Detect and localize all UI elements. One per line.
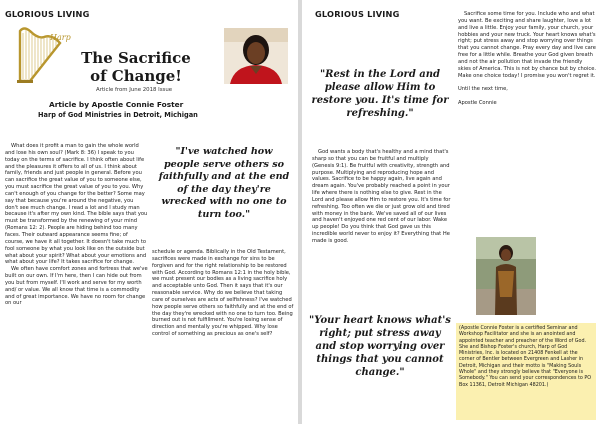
author-photo <box>224 28 288 84</box>
author-bio: (Apostle Connie Foster is a certified Seminar and Workshop Facilitator and she is an anointed and appointed teacher and preacher of the Word of God. She and Bishop Foster's church, Harp of God Ministries, Inc. is located on 21408 Fenkell at the corner of Bentler between Evergreen and Lasher in Detroit, Michigan and their motto is "Making Souls Whole" and they strongly believe that "Everyone is Somebody." You can send your correspondences to PO Box 11361, Detroit Michigan 48201.) <box>459 325 592 388</box>
right-column-2 <box>458 11 596 181</box>
harp-label: Harp <box>50 33 71 42</box>
column-1 <box>5 143 148 421</box>
paragraph: We often have comfort zones and fortress that we've built on our own. If I'm here, then I can hide out from you but from myself. I'll work and serve for my worth and/ or value. We all know that time is a commodity and of great importance. We have no room for change on our <box>5 266 148 307</box>
pull-quote: "I've watched how people serve others so faithfully and at the end of the day they're wrecked with no one to turn too." <box>158 146 290 220</box>
paragraph: Sacrifice some time for you. Include who and what you want. Be exciting and share laughter, love a lot and live a little. Enjoy your family, your church, your hobbies and your new truck. Your heart knows what's right; put stress away and stop worrying over things that you cannot change. Pray every day and live care free for a little while. Breathe your God given breath and not the air pollution that invade the friendly skies of America. This is not by chance but by choice. Make one choice today! I promise you won't regret it. <box>458 11 596 79</box>
column-2 <box>152 249 294 421</box>
paragraph: What does it profit a man to gain the whole world and lose his own soul? (Mark 8: 36) I speak to you today on the terms of sacrifice. I think often about life and the pleasures it offers to all of us. I think about family, friends and just people in general. Before you can sacrifice the great value of you to someone else, you must sacrifice the great value of you to you. Why can't enough of you change for the better? Some may say that because you're around the negative, you don't see much change. I read a lot and I study man because it's after my own kind. The bible says that you must be transformed by the renewing of your mind (Romans 12: 2). People are hiding behind too many faces. Their outward appearance seems fine; of course, we have it all together. It doesn't take much to fool someone by what you look like on the outside but what about your spirit? What about your emotions and what about your life? It takes sacrifice for change. <box>5 143 148 266</box>
signature: Apostle Connie <box>458 100 497 107</box>
paragraph: schedule or agenda. Biblically in the Old Testament, sacrifices were made in exchange for sins to be forgiven and for the right relationship to be restored with God. According to Romans 12:1 in the holy bible, we must present our bodies as a living sacrifice holy and acceptable unto God. Then it says that it's our reasonable service. Why do we believe that taking care of ourselves are acts of selfishness? I've watched how people serve others so faithfully and at the end of the day they're wrecked with no one to turn too. Being burned out is not fulfillment. You're losing sense of direction and mentally you're whipped. Why lose control of something as precious as one's self? <box>152 249 294 338</box>
ministry-line: Harp of God Ministries in Detroit, Michigan <box>38 111 198 119</box>
author-bio-box <box>456 323 596 420</box>
page-header: GLORIOUS LIVING <box>5 9 90 19</box>
closing-line: Until the next time, <box>458 86 508 93</box>
pull-quote-1: "Rest in the Lord and please allow Him to restore you. It's time for refreshing." <box>311 69 449 119</box>
article-title: The Sacrifice of Change! <box>81 49 191 85</box>
page-header: GLORIOUS LIVING <box>315 9 400 19</box>
author-photo-outdoor <box>476 237 536 315</box>
left-page <box>0 0 298 424</box>
pull-quote-2: "Your heart knows what's right; put stress away and stop worrying over things that you cannot change." <box>309 315 451 378</box>
right-page <box>302 0 600 424</box>
paragraph: God wants a body that's healthy and a mind that's sharp so that you can be fruitful and multiply (Genesis 9:1). Be fruitful with creativity, strength and purpose. Multiplying and reproducing hope and values. Sacrifice to be happy again, live again and dream again. You've probably reached a point in your life where there is nothing else to give. Rest in the Lord and please allow Him to restore you. It's time for refreshing. Too often we die or just grow old and tired with money in the bank. We've saved all of our lives and haven't enjoyed one red cent of our labor. Wake up people! Do you think that God gave us this incredible world never to enjoy it? Everything that He made is good. <box>312 149 451 244</box>
issue-note: Article from June 2018 Issue <box>96 87 173 93</box>
byline: Article by Apostle Connie Foster <box>49 100 184 109</box>
right-column-1 <box>312 149 452 301</box>
